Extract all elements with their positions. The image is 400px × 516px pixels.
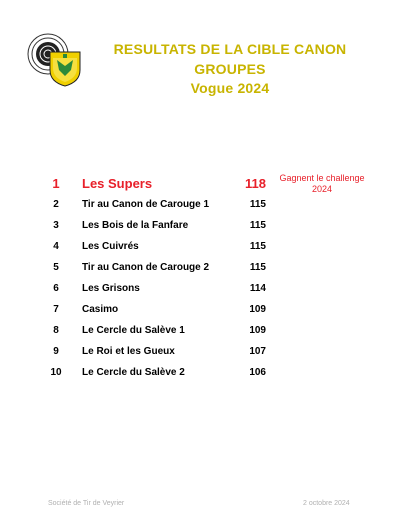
- group-name: Le Roi et les Gueux: [82, 346, 175, 357]
- result-row: [0, 241, 400, 261]
- rank: 7: [53, 304, 59, 315]
- winner-note: [272, 173, 372, 195]
- result-row: [0, 220, 400, 240]
- footer-date: 2 octobre 2024: [303, 500, 350, 507]
- event-name: Vogue 2024: [190, 80, 270, 96]
- rank: 4: [53, 241, 59, 252]
- rank: 6: [53, 283, 59, 294]
- group-name: Les Grisons: [82, 283, 140, 294]
- result-row: [0, 304, 400, 324]
- result-row: [0, 367, 400, 387]
- rank: 2: [53, 199, 59, 210]
- page-title: RESULTATS DE LA CIBLE CANON: [113, 41, 347, 57]
- result-row: [0, 283, 400, 303]
- winner-note-line2: 2024: [311, 184, 333, 194]
- group-name: Les Cuivrés: [82, 241, 139, 252]
- score: 109: [249, 304, 266, 315]
- result-row: [0, 262, 400, 282]
- score: 106: [249, 367, 266, 378]
- score: 115: [249, 220, 266, 231]
- rank: 3: [53, 220, 59, 231]
- score: 115: [249, 241, 266, 252]
- group-name: Le Cercle du Salève 2: [82, 367, 185, 378]
- score: 118: [245, 176, 266, 191]
- group-name: Casimo: [82, 304, 119, 315]
- rank: 9: [53, 346, 59, 357]
- result-row: [0, 325, 400, 345]
- page-subtitle: GROUPES: [194, 61, 266, 77]
- rank: 8: [53, 325, 59, 336]
- score: 107: [249, 346, 266, 357]
- result-row: [0, 346, 400, 366]
- group-name: Tir au Canon de Carouge 2: [82, 262, 210, 273]
- target-shield-icon: [26, 32, 84, 88]
- score: 114: [249, 283, 266, 294]
- score: 115: [249, 262, 266, 273]
- club-logo: [26, 32, 84, 88]
- score: 115: [249, 199, 266, 210]
- rank: 5: [53, 262, 59, 273]
- footer-organization: Société de Tir de Veyrier: [48, 500, 125, 507]
- group-name: Les Bois de la Fanfare: [82, 220, 189, 231]
- group-name: Tir au Canon de Carouge 1: [82, 199, 210, 210]
- score: 109: [249, 325, 266, 336]
- group-name: Le Cercle du Salève 1: [82, 325, 185, 336]
- rank: 10: [50, 367, 62, 378]
- rank: 1: [52, 176, 60, 191]
- winner-note-line1: Gagnent le challenge: [279, 173, 365, 183]
- group-name: Les Supers: [82, 176, 153, 191]
- result-row: [0, 199, 400, 219]
